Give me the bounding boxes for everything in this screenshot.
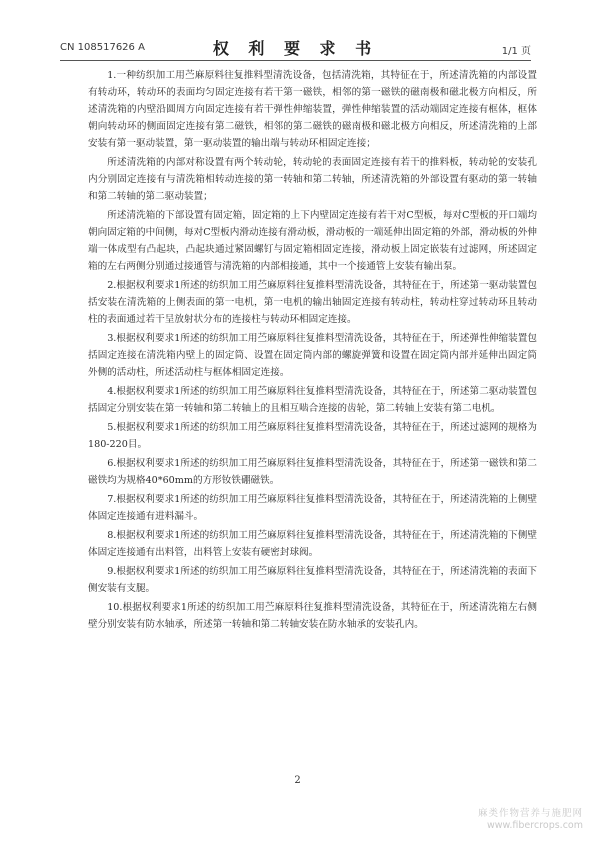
claim-1-paragraph-1: 1.一种纺织加工用苎麻原料往复推料型清洗设备，包括清洗箱，其特征在于，所述清洗箱的内部设置有转动环，转动环的表面均匀固定连接有若干第一磁铁，相邻的第一磁铁的磁南极和磁北极方向相反，所述清洗箱的内壁沿圆周方向固定连接有若干弹性伸缩装置，弹性伸缩装置的活动端固定连接有框体，框体朝向转动环的侧面固定连接有第二磁铁，相邻的第二磁铁的磁南极和磁北极方向相反，所述清洗箱的上部安装有第一驱动装置，第一驱动装置的输出端与转动环相固定连接； xyxy=(88,70,537,149)
claim-6: 6.根据权利要求1所述的纺织加工用苎麻原料往复推料型清洗设备，其特征在于，所述第一磁铁和第二磁铁均为规格40*60mm的方形钕铁硼磁铁。 xyxy=(88,458,537,486)
document-title: 权 利 要 求 书 xyxy=(212,39,379,58)
watermark-url: www.fibercrops.com xyxy=(486,820,583,831)
patent-number: CN 108517626 A xyxy=(60,42,145,53)
claim-10: 10.根据权利要求1所述的纺织加工用苎麻原料往复推料型清洗设备，其特征在于，所述清洗箱左右侧壁分别安装有防水轴承，所述第一转轴和第二转轴安装在防水轴承的安装孔内。 xyxy=(88,602,537,630)
watermark-site-name: 麻类作物营养与施肥网 xyxy=(477,808,583,819)
claim-5: 5.根据权利要求1所述的纺织加工用苎麻原料往复推料型清洗设备，其特征在于，所述过滤网的规格为180-220目。 xyxy=(88,422,537,450)
page-reference: 1/1 页 xyxy=(501,46,531,57)
page-header xyxy=(60,36,531,60)
claim-8: 8.根据权利要求1所述的纺织加工用苎麻原料往复推料型清洗设备，其特征在于，所述清洗箱的下侧壁体固定连接通有出料管，出料管上安装有硬密封球阀。 xyxy=(88,530,537,558)
claim-1-paragraph-2: 所述清洗箱的内部对称设置有两个转动轮，转动轮的表面固定连接有若干的推料板，转动轮的安装孔内分别固定连接有与清洗箱相转动连接的第一转轴和第二转轴，所述清洗箱的外部设置有驱动的第一转轴和第二转轴的第二驱动装置； xyxy=(88,157,537,202)
claim-1-paragraph-3: 所述清洗箱的下部设置有固定箱，固定箱的上下内壁固定连接有若干对C型板，每对C型板的开口端均朝向固定箱的中间侧，每对C型板内滑动连接有滑动板，滑动板的一端延伸出固定箱的外部，滑动板的外伸端一体成型有凸起块，凸起块通过紧固螺钉与固定箱相固定连接，滑动板上固定嵌装有过滤网，所述固定箱的左右两侧分别通过接通管与清洗箱的内部相接通，其中一个接通管上安装有输出泵。 xyxy=(88,210,537,272)
claim-2: 2.根据权利要求1所述的纺织加工用苎麻原料往复推料型清洗设备，其特征在于，所述第一驱动装置包括安装在清洗箱的上侧表面的第一电机，第一电机的输出轴固定连接有转动柱，转动柱穿过转动环且转动柱的表面通过若干呈放射状分布的连接柱与转动环相固定连接。 xyxy=(88,280,537,325)
claims-body xyxy=(88,67,537,635)
claim-3: 3.根据权利要求1所述的纺织加工用苎麻原料往复推料型清洗设备，其特征在于，所述弹性伸缩装置包括固定连接在清洗箱内壁上的固定筒、设置在固定筒内部的螺旋弹簧和设置在固定筒内部并延伸出固定筒外侧的活动柱，所述活动柱与框体相固定连接。 xyxy=(88,333,537,378)
header-divider xyxy=(60,60,531,61)
site-watermark xyxy=(478,808,583,832)
page-number: 2 xyxy=(294,775,301,786)
claim-4: 4.根据权利要求1所述的纺织加工用苎麻原料往复推料型清洗设备，其特征在于，所述第二驱动装置包括固定分别安装在第一转轴和第二转轴上的且相互啮合连接的齿轮，第二转轴上安装有第二电机。 xyxy=(88,386,537,414)
claim-7: 7.根据权利要求1所述的纺织加工用苎麻原料往复推料型清洗设备，其特征在于，所述清洗箱的上侧壁体固定连接通有进料漏斗。 xyxy=(88,494,537,522)
claim-9: 9.根据权利要求1所述的纺织加工用苎麻原料往复推料型清洗设备，其特征在于，所述清洗箱的表面下侧安装有支腿。 xyxy=(88,566,537,594)
